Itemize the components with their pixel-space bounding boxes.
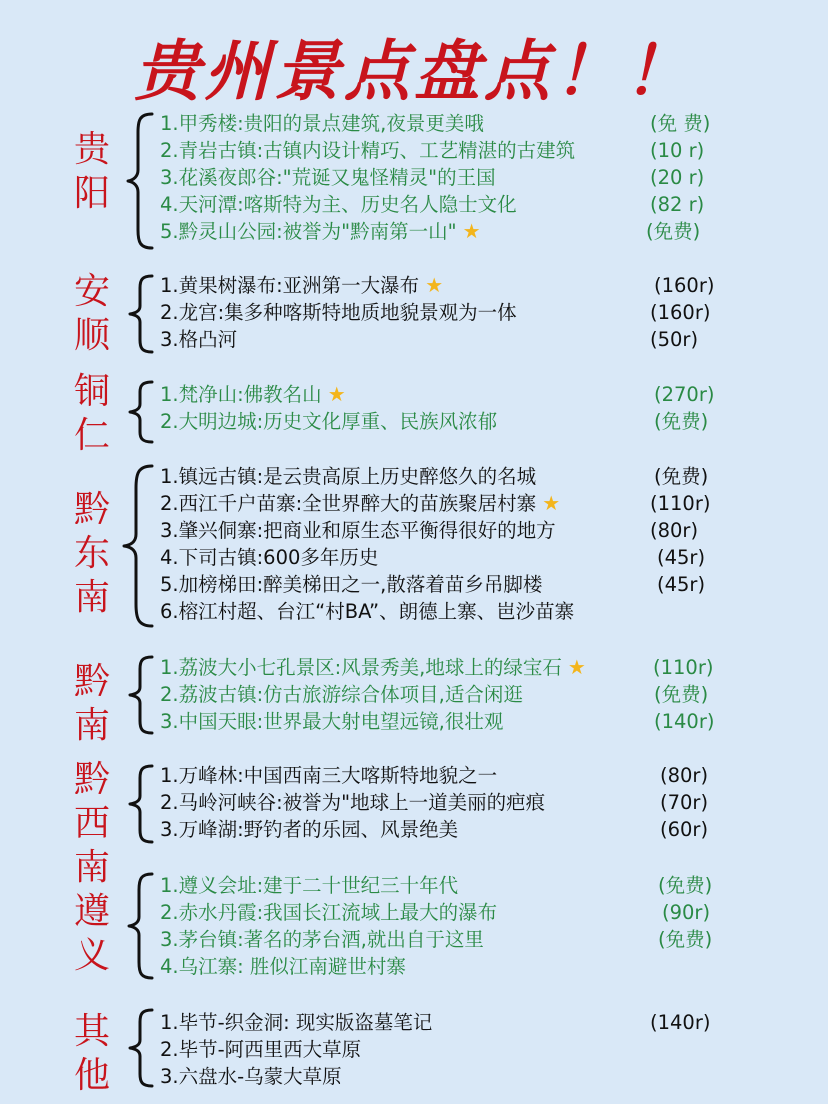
brace-icon	[124, 653, 158, 737]
star-icon: ★	[542, 491, 561, 515]
list-item: 3.花溪夜郎谷:"荒诞又鬼怪精灵"的王国 (20 r)	[160, 166, 705, 189]
list-item: 2.荔波古镇:仿古旅游综合体项目,适合闲逛 (免费)	[160, 683, 709, 706]
list-item: 6.榕江村超、台江“村BA”、朗德上寨、岜沙苗寨	[160, 600, 575, 623]
list-item: 1.万峰林:中国西南三大喀斯特地貌之一 (80r)	[160, 764, 709, 787]
list-item: 3.万峰湖:野钓者的乐园、风景绝美 (60r)	[160, 818, 709, 841]
list-item: 3.茅台镇:著名的茅台酒,就出自于这里 (免费)	[160, 928, 713, 951]
list-item: 2.马岭河峡谷:被誉为"地球上一道美丽的疤痕 (70r)	[160, 791, 709, 814]
list-item: 2.西江千户苗寨:全世界醉大的苗族聚居村寨 ★ (110r)	[160, 491, 711, 515]
list-item: 5.加榜梯田:醉美梯田之一,散落着苗乡吊脚楼 (45r)	[160, 573, 706, 596]
list-item: 1.镇远古镇:是云贵高原上历史醉悠久的名城 (免费)	[160, 465, 709, 488]
list-item: 2.龙宫:集多种喀斯特地质地貌景观为一体 (160r)	[160, 301, 711, 324]
list-item: 2.青岩古镇:古镇内设计精巧、工艺精湛的古建筑 (10 r)	[160, 139, 705, 162]
region-label: 其 他	[73, 1011, 110, 1096]
list-item: 1.梵净山:佛教名山 ★ (270r)	[160, 382, 715, 406]
brace-icon	[118, 462, 158, 630]
list-item: 3.六盘水-乌蒙大草原	[160, 1065, 342, 1088]
list-item: 2.赤水丹霞:我国长江流域上最大的瀑布 (90r)	[160, 901, 711, 924]
region-label: 贵 阳	[73, 129, 110, 214]
region-label: 黔 东 南	[73, 489, 110, 618]
list-item: 2.毕节-阿西里西大草原	[160, 1038, 362, 1061]
list-item: 1.黄果树瀑布:亚洲第一大瀑布 ★ (160r)	[160, 273, 715, 297]
list-item: 1.荔波大小七孔景区:风景秀美,地球上的绿宝石 ★ (110r)	[160, 655, 714, 679]
list-item: 5.黔灵山公园:被誉为"黔南第一山" ★ (免费)	[160, 219, 701, 243]
list-item: 1.遵义会址:建于二十世纪三十年代 (免费)	[160, 874, 713, 897]
brace-icon	[124, 1006, 158, 1090]
star-icon: ★	[567, 655, 586, 679]
brace-icon	[124, 110, 158, 252]
list-item: 3.格凸河 (50r)	[160, 328, 699, 351]
brace-icon	[124, 870, 158, 982]
region-label: 黔 西 南	[73, 759, 110, 888]
brace-icon	[124, 378, 158, 446]
list-item: 1.毕节-织金洞: 现实版盗墓笔记 (140r)	[160, 1011, 711, 1034]
brace-icon	[124, 762, 158, 846]
region-label: 安 顺	[73, 271, 110, 356]
star-icon: ★	[462, 219, 481, 243]
list-item: 3.中国天眼:世界最大射电望远镜,很壮观 (140r)	[160, 710, 715, 733]
region-label: 黔 南	[73, 661, 110, 746]
star-icon: ★	[327, 382, 346, 406]
list-item: 2.大明边城:历史文化厚重、民族风浓郁 (免费)	[160, 410, 709, 433]
list-item: 1.甲秀楼:贵阳的景点建筑,夜景更美哦 (免 费)	[160, 112, 711, 135]
brace-icon	[124, 272, 158, 356]
star-icon: ★	[425, 273, 444, 297]
list-item: 4.乌江寨: 胜似江南避世村寨	[160, 955, 406, 978]
region-label: 遵 义	[73, 891, 110, 976]
page-title: 贵州景点盘点！！	[134, 33, 694, 110]
list-item: 3.肇兴侗寨:把商业和原生态平衡得很好的地方 (80r)	[160, 519, 699, 542]
list-item: 4.天河潭:喀斯特为主、历史名人隐士文化 (82 r)	[160, 193, 705, 216]
region-label: 铜 仁	[73, 371, 110, 456]
list-item: 4.下司古镇:600多年历史 (45r)	[160, 546, 706, 569]
